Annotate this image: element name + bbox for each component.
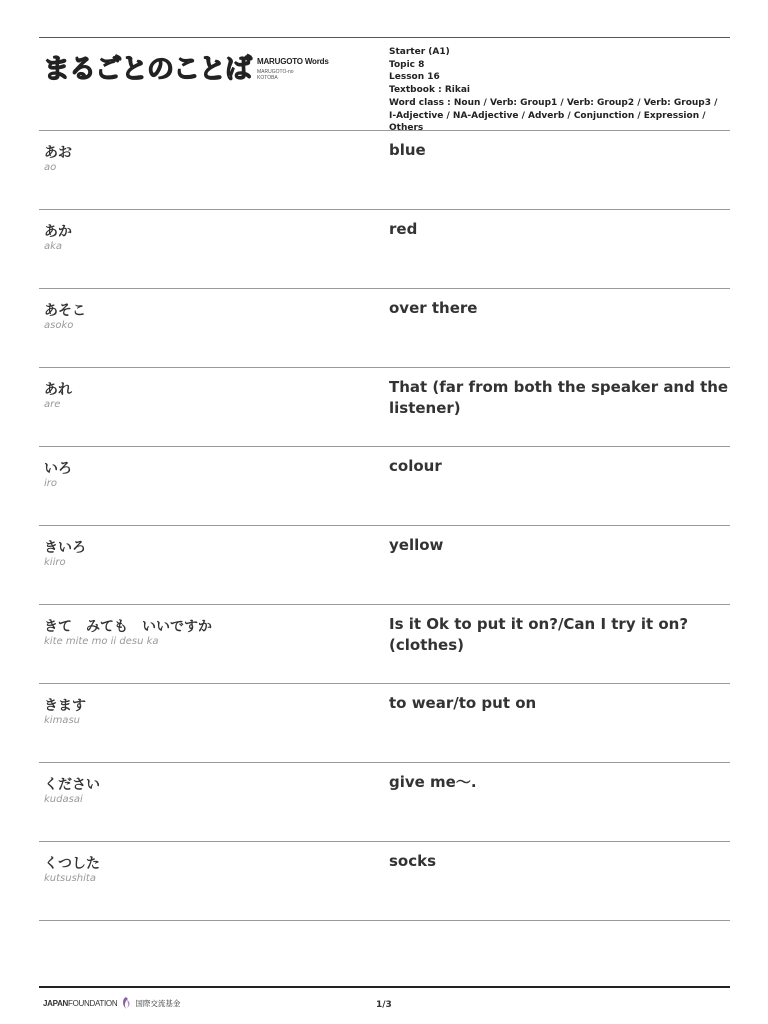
word-english: give me～. <box>389 773 477 791</box>
word-row <box>39 210 730 289</box>
word-row <box>39 605 730 684</box>
org-name-japanese: 国際交流基金 <box>135 998 181 1008</box>
word-row <box>39 131 730 210</box>
textbook-label: Textbook : Rikai <box>389 85 470 96</box>
lesson-label: Lesson 16 <box>389 72 440 83</box>
word-japanese: あお <box>44 145 72 161</box>
word-english: to wear/to put on <box>389 694 537 712</box>
org-name-bold: JAPAN <box>43 998 69 1008</box>
word-romaji: kiiro <box>44 557 66 568</box>
page-number: 1/3 <box>376 1000 392 1010</box>
word-row <box>39 842 730 921</box>
word-japanese: いろ <box>44 461 72 477</box>
word-japanese: きいろ <box>44 540 86 556</box>
level-label: Starter (A1) <box>389 47 450 57</box>
marugoto-logo <box>43 54 329 86</box>
lesson-meta <box>389 46 724 135</box>
word-class-label: Word class : Noun / Verb: Group1 / Verb: Group2 / Verb: Group3 / I-Adjective / NA-Adjective / Adverb / Conjunction / Expression / Others <box>389 97 718 134</box>
word-japanese: あか <box>44 224 72 240</box>
word-row <box>39 289 730 368</box>
japan-foundation-logo <box>43 996 180 1010</box>
word-english: Is it Ok to put it on?/Can I try it on? (clothes) <box>389 615 689 654</box>
word-romaji: kite mite mo ii desu ka <box>44 636 159 647</box>
word-japanese: きます <box>44 698 86 714</box>
word-romaji: kudasai <box>44 794 83 805</box>
word-english: socks <box>389 852 437 870</box>
word-row <box>39 763 730 842</box>
word-romaji: asoko <box>44 320 74 331</box>
word-romaji: kimasu <box>44 715 80 726</box>
word-english: red <box>389 220 418 238</box>
sheet-header <box>39 37 730 134</box>
logo-japanese-text: まるごとのことば <box>43 54 251 85</box>
word-romaji: aka <box>44 241 63 252</box>
word-romaji: kutsushita <box>44 873 96 884</box>
word-romaji: are <box>44 399 61 410</box>
word-japanese: くつした <box>44 856 100 872</box>
logo-subtitle: MARUGOTO-no KOTOBA <box>257 69 294 81</box>
page-footer <box>39 986 730 1018</box>
word-english: That (far from both the speaker and the listener) <box>389 378 729 417</box>
word-row <box>39 368 730 447</box>
word-japanese: ください <box>44 777 100 793</box>
word-english: colour <box>389 457 442 475</box>
word-japanese: あれ <box>44 382 72 398</box>
word-romaji: iro <box>44 478 58 489</box>
word-row <box>39 526 730 605</box>
word-english: blue <box>389 141 426 159</box>
word-row <box>39 447 730 526</box>
word-romaji: ao <box>44 162 57 173</box>
word-japanese: きて みても いいですか <box>44 619 212 635</box>
logo-english-text: MARUGOTO Words <box>257 57 329 66</box>
vocabulary-sheet <box>39 37 730 921</box>
word-row <box>39 684 730 763</box>
word-english: over there <box>389 299 478 317</box>
word-japanese: あそこ <box>44 303 86 319</box>
topic-label: Topic 8 <box>389 59 425 70</box>
foundation-emblem-icon <box>119 996 133 1010</box>
org-name-rest: FOUNDATION <box>68 998 118 1008</box>
word-english: yellow <box>389 536 444 554</box>
